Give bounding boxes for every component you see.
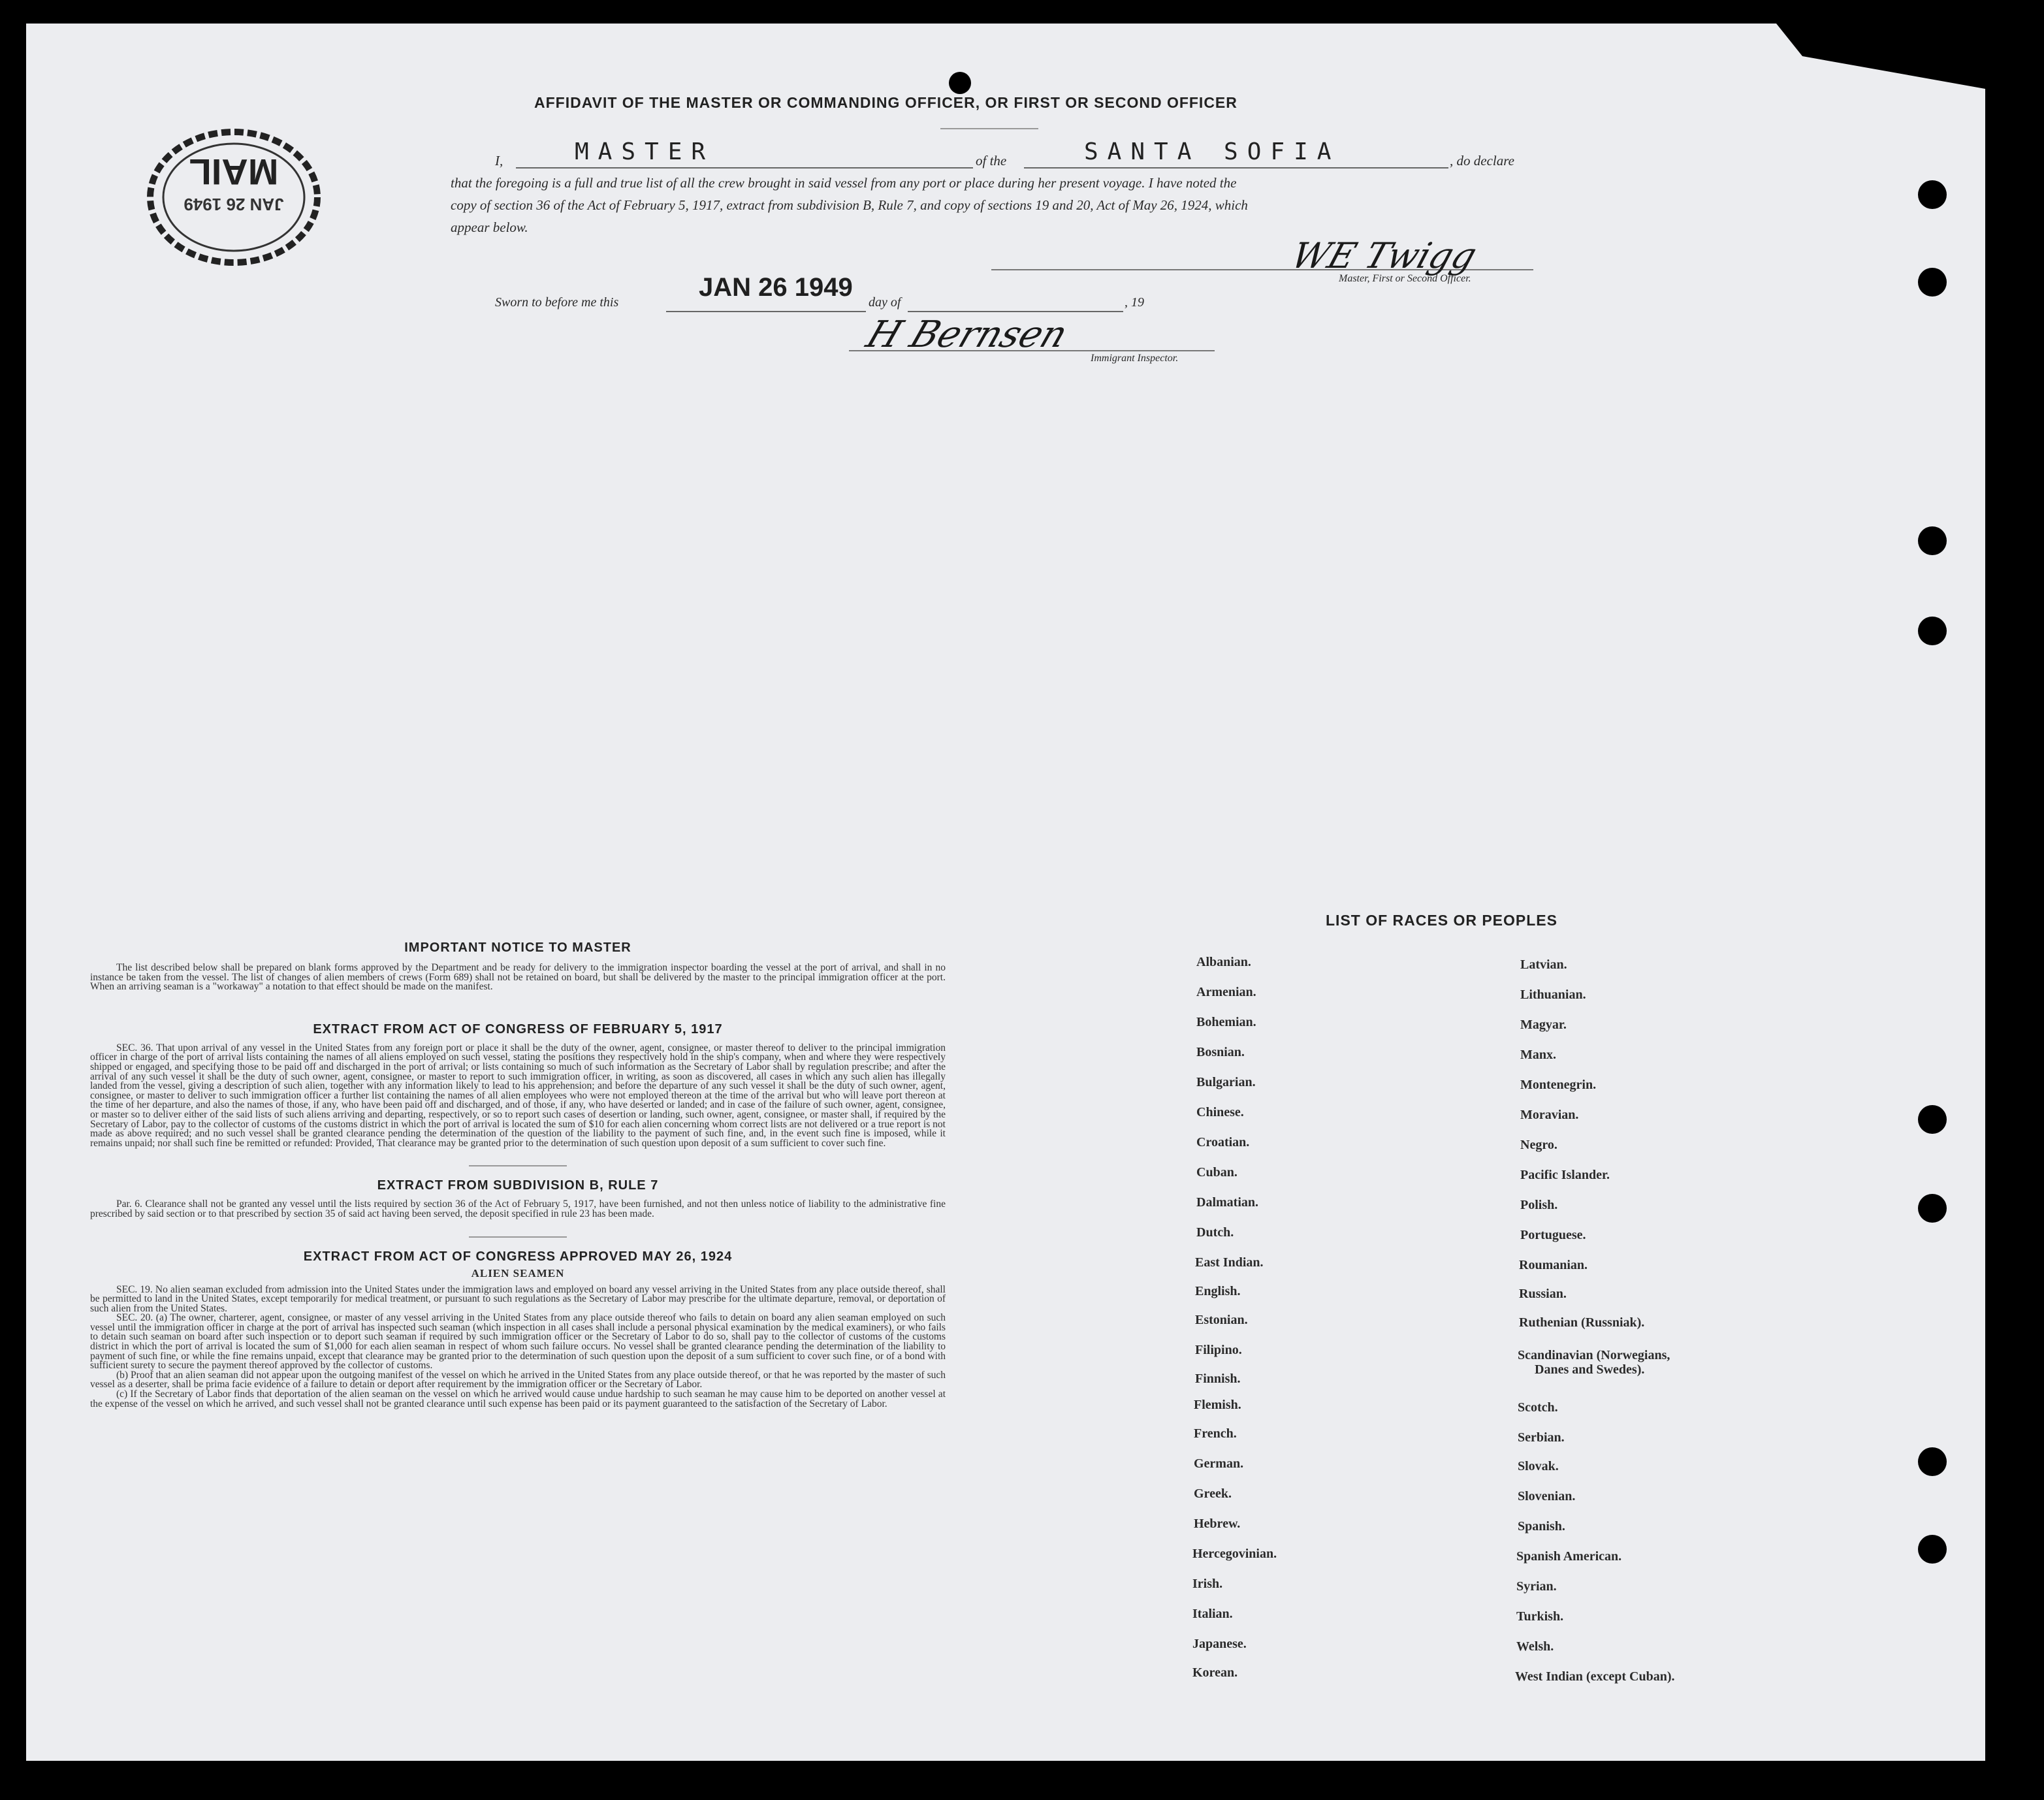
race-col2-item: Turkish. xyxy=(1516,1609,1564,1624)
sworn-date-stamp: JAN 26 1949 xyxy=(699,273,853,302)
stamp-graphic xyxy=(142,124,325,268)
affidavit-line3: copy of section 36 of the Act of February 5, 1917, extract from subdivision B, Rule 7, and copy of sections 19 and 20, Act of May 26, 1924, which xyxy=(451,197,1248,213)
race-col1-item: Japanese. xyxy=(1192,1637,1247,1651)
race-col1-item: Dutch. xyxy=(1196,1225,1234,1240)
affidavit-line1-prefix: I, xyxy=(495,153,503,169)
sec20c-body: (c) If the Secretary of Labor finds that deportation of the alien seaman on the vessel on which he arrived would cause undue hardship to such seaman he may cause him to be deported on another vessel at the expense of the vessel on which he arrived, and such vessel shall not be granted clearance until such expense has been paid or its payment guaranteed to the satisfaction of the Secretary of Labor. xyxy=(90,1389,946,1409)
race-col1-item: Cuban. xyxy=(1196,1165,1238,1180)
race-col1-item: Irish. xyxy=(1192,1577,1223,1591)
race-col1-item: Chinese. xyxy=(1196,1105,1244,1119)
affidavit-title: AFFIDAVIT OF THE MASTER OR COMMANDING OFFICER, OR FIRST OR SECOND OFFICER xyxy=(534,94,1238,111)
race-col2-item: Pacific Islander. xyxy=(1520,1168,1610,1182)
race-col2-item: Polish. xyxy=(1520,1198,1558,1212)
inspector-caption: Immigrant Inspector. xyxy=(1091,353,1179,364)
margin-punch-hole xyxy=(1918,1194,1947,1223)
margin-punch-hole xyxy=(1918,617,1947,645)
race-col1-item: French. xyxy=(1194,1426,1237,1441)
race-col1-item: Dalmatian. xyxy=(1196,1195,1258,1210)
race-col2-item: Ruthenian (Russniak). xyxy=(1519,1315,1645,1330)
margin-punch-hole xyxy=(1918,1535,1947,1564)
title-divider xyxy=(940,128,1038,129)
master-signature: WE Twigg xyxy=(1286,235,1482,276)
rank-fill-line xyxy=(516,167,973,169)
margin-punch-hole xyxy=(1918,526,1947,555)
race-col2-item: Roumanian. xyxy=(1519,1258,1588,1272)
race-col1-item: Hebrew. xyxy=(1194,1517,1241,1531)
race-col1-item: Croatian. xyxy=(1196,1135,1250,1149)
race-col2-item: Latvian. xyxy=(1520,957,1567,972)
rule7-title: EXTRACT FROM SUBDIVISION B, RULE 7 xyxy=(377,1178,659,1193)
margin-punch-hole xyxy=(1918,1447,1947,1476)
race-col1-item: Finnish. xyxy=(1195,1372,1241,1386)
race-col1-item: German. xyxy=(1194,1456,1244,1471)
stamp-date-text: JAN 26 1949 xyxy=(184,195,284,214)
affidavit-of-the: of the xyxy=(976,153,1007,169)
affidavit-line2: that the foregoing is a full and true list of all the crew brought in said vessel from any port or place during her present voyage. I have noted the xyxy=(451,175,1237,191)
race-col1-item: Bohemian. xyxy=(1196,1015,1256,1029)
race-col1-item: Filipino. xyxy=(1195,1343,1242,1357)
extract-1917-body: SEC. 36. That upon arrival of any vessel in the United States from any foreign port or place it shall be the duty of the owner, agent, consignee, or master thereof to deliver to the principal immigration officer in charge of the port of arrival lists containing the names of all aliens employed on such vessel, stating the positions they respectively hold in the ship's company, when and where they were respectively shipped or engaged, and specifying those to be paid off and discharged in the port of arrival; or lists containing so much of such information as the Secretary of Labor shall by regulation prescribe; and after the arrival of any such vessel it shall be the duty of such owner, agent, consignee, or master to report to such immigration officer, in writing, as soon as discovered, all cases in which any such alien has illegally landed from the vessel, giving a description of such alien, together with any information likely to lead to his apprehension; and before the departure of any such vessel it shall be the duty of such owner, agent, consignee, or master to deliver to such immigration officer a further list containing the names of all alien employees who were not employed thereon at the time of the arrival but who will leave port thereon at the time of her departure, and also the names of those, if any, who have been paid off and discharged, and of those, if any, who have deserted or landed; and in case of the failure of such owner, agent, consignee, or master so to deliver either of the said lists of such aliens arriving and departing, respectively, or so to report such cases of desertion or landing, such owner, agent, consignee, or master shall, if required by the Secretary of Labor, pay to the collector of customs of the customs district in which the port of arrival is located the sum of $10 for each alien concerning whom correct lists are not delivered or a true report is not made as above required; and no such vessel shall be granted clearance pending the determination of the question of the liability to the payment of such fine, and, in the event such fine is imposed, while it remains unpaid; nor shall such fine be remitted or refunded: Provided, That clearance may be granted prior to the determination of such question upon deposit of a sum sufficient to cover such fine. xyxy=(90,1042,946,1149)
race-col1-item: Albanian. xyxy=(1196,955,1251,969)
sworn-day-of: day of xyxy=(869,295,901,310)
margin-punch-hole xyxy=(1918,268,1947,297)
sec20b-body: (b) Proof that an alien seaman did not appear upon the outgoing manifest of the vessel on which he arrived in the United States from any place outside thereof, or that he was reported by the master of such vessel as a deserter, shall be prima facie evidence of a failure to detain or deport after requirement by the immigration officer or the Secretary of Labor. xyxy=(90,1369,946,1390)
race-col1-item: Bosnian. xyxy=(1196,1045,1245,1059)
legal-notices xyxy=(90,940,946,1409)
race-col2-item: Manx. xyxy=(1520,1048,1556,1062)
mail-postmark-stamp xyxy=(142,124,325,268)
notice-body: The list described below shall be prepared on blank forms approved by the Department and be ready for delivery to the immigration inspector boarding the vessel at the port of arrival, and shall in no instance be taken from the vessel. The list of changes of alien members of crews (Form 689) shall not be retained on board, but shall be delivered by the master to the principal immigration officer at the port. When an arriving seaman is a "workaway" a notation to that effect should be made on the manifest. xyxy=(90,962,946,993)
race-col2-item: Slovenian. xyxy=(1518,1489,1576,1503)
rule7-body: Par. 6. Clearance shall not be granted any vessel until the lists required by section 36 of the Act of February 5, 1917, have been furnished, and not then unless notice of liability to the administrative fine prescribed by said section or to that prescribed by section 35 of said act having been served, the deposit specified in rule 23 has been made. xyxy=(90,1198,946,1219)
race-col1-item: East Indian. xyxy=(1195,1255,1264,1270)
margin-punch-hole xyxy=(1918,1105,1947,1134)
master-signature-caption: Master, First or Second Officer. xyxy=(1339,273,1471,284)
race-col2-item: Russian. xyxy=(1519,1287,1567,1301)
race-col2-item: Scandinavian (Norwegians, xyxy=(1518,1348,1670,1362)
race-col2-item: Montenegrin. xyxy=(1520,1078,1597,1092)
race-col2-item: Moravian. xyxy=(1520,1108,1579,1122)
inspector-signature: H Bernsen xyxy=(861,313,1074,356)
race-col2-item: Lithuanian. xyxy=(1520,988,1586,1002)
sworn-day-fill-line xyxy=(666,311,866,312)
extract-1917-title: EXTRACT FROM ACT OF CONGRESS OF FEBRUARY 5, 1917 xyxy=(313,1021,723,1037)
race-col1-item: Flemish. xyxy=(1194,1398,1241,1412)
rank-handwritten: MASTER xyxy=(575,138,715,165)
race-col2-item: Welsh. xyxy=(1516,1639,1554,1654)
vessel-name-handwritten: SANTA SOFIA xyxy=(1084,138,1341,165)
race-col1-item: Armenian. xyxy=(1196,985,1256,999)
section-divider xyxy=(469,1236,567,1238)
stamp-mail-text: MAIL xyxy=(189,152,279,193)
sworn-prefix: Sworn to before me this xyxy=(495,295,619,310)
notice-title: IMPORTANT NOTICE TO MASTER xyxy=(404,940,631,955)
race-col2-item: Spanish. xyxy=(1518,1519,1565,1534)
race-col2-item: Scotch. xyxy=(1518,1400,1558,1415)
race-col2-item: Syrian. xyxy=(1516,1579,1557,1594)
races-title: LIST OF RACES OR PEOPLES xyxy=(1326,912,1557,929)
race-col2-item: Slovak. xyxy=(1518,1459,1559,1473)
race-col2-item: Danes and Swedes). xyxy=(1535,1362,1645,1377)
race-col1-item: Italian. xyxy=(1192,1607,1233,1621)
inspector-signature-line xyxy=(849,350,1215,351)
extract-1924-subtitle: ALIEN SEAMEN xyxy=(471,1266,565,1279)
affidavit-do-declare: , do declare xyxy=(1450,153,1514,169)
race-col2-item: West Indian (except Cuban). xyxy=(1515,1669,1675,1684)
race-col1-item: Estonian. xyxy=(1195,1313,1248,1327)
race-col1-item: Bulgarian. xyxy=(1196,1075,1256,1089)
race-col1-item: English. xyxy=(1195,1284,1241,1298)
affidavit-line4: appear below. xyxy=(451,219,528,235)
race-col2-item: Portuguese. xyxy=(1520,1228,1586,1242)
race-col1-item: Korean. xyxy=(1192,1665,1238,1680)
sworn-year-prefix: , 19 xyxy=(1125,295,1144,310)
top-punch-hole xyxy=(949,72,971,94)
sec20a-body: SEC. 20. (a) The owner, charterer, agent, consignee, or master of any vessel arriving in the United States from any place outside thereof who fails to detain on board any alien seaman employed on such vessel until the immigration officer in charge at the port of arrival has inspected such seaman (which inspection in all cases shall include a personal physical examination by the medical examiners), or who fails to detain such seaman on board after such inspection or to deport such seaman if required by such immigration officer or the Secretary of Labor to do so, shall pay to the collector of customs of the customs district in which the port of arrival is located the sum of $1,000 for each alien seaman in respect of whom such failure occurs. No vessel shall be granted clearance pending the determination of the liability to payment of such fine, or while the fine remains unpaid, except that clearance may be granted prior to the determination of such question upon the deposit of a sum sufficient to cover such fine, or of a bond with sufficient surety to secure the payment thereof approved by the collector of customs. xyxy=(90,1312,946,1372)
race-col2-item: Spanish American. xyxy=(1516,1549,1622,1564)
race-col2-item: Magyar. xyxy=(1520,1018,1567,1032)
sworn-month-fill-line xyxy=(908,311,1123,312)
section-divider xyxy=(469,1165,567,1166)
race-col2-item: Serbian. xyxy=(1518,1430,1565,1445)
vessel-fill-line xyxy=(1024,167,1448,169)
margin-punch-hole xyxy=(1918,180,1947,209)
extract-1924-title: EXTRACT FROM ACT OF CONGRESS APPROVED MAY 26, 1924 xyxy=(303,1249,733,1264)
race-col1-item: Greek. xyxy=(1194,1487,1232,1501)
document-page xyxy=(26,24,1985,1761)
race-col2-item: Negro. xyxy=(1520,1138,1557,1152)
sec19-body: SEC. 19. No alien seaman excluded from admission into the United States under the immigration laws and employed on board any vessel arriving in the United States from any place outside thereof, shall be permitted to land in the United States, except temporarily for medical treatment, or pursuant to such regulations as the Secretary of Labor may prescribe for the ultimate departure, removal, or deportation of such alien from the United States. xyxy=(90,1283,946,1314)
race-col1-item: Hercegovinian. xyxy=(1192,1547,1277,1561)
